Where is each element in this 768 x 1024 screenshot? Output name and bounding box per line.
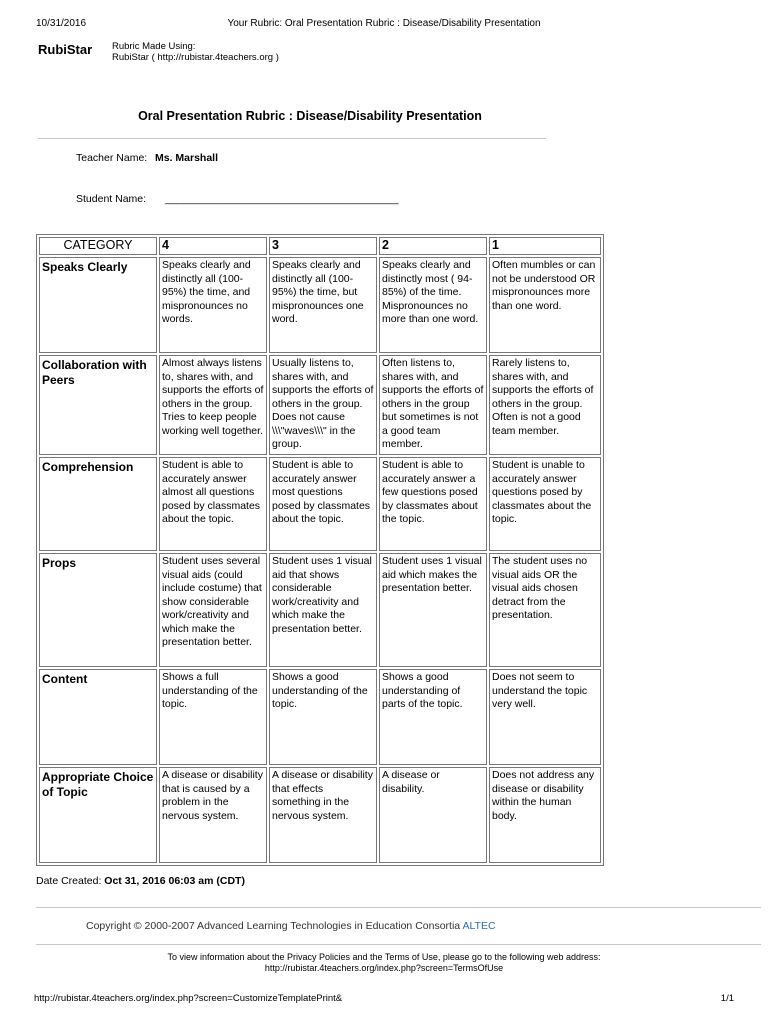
print-date: 10/31/2016 (36, 18, 87, 29)
made-using-note (112, 41, 279, 63)
teacher-name-label: Teacher Name: (76, 152, 148, 164)
table-row (39, 257, 601, 353)
rubric-table (36, 234, 604, 866)
rubric-cell: Student uses 1 visual aid which makes the presentation better. (379, 553, 487, 667)
table-row (39, 355, 601, 455)
table-row (39, 553, 601, 667)
page-number: 1/1 (720, 993, 734, 1004)
category-cell: Speaks Clearly (39, 257, 157, 353)
table-row (39, 457, 601, 551)
rubric-cell: The student uses no visual aids OR the visual aids chosen detract from the presentation. (489, 553, 601, 667)
rubric-cell: Rarely listens to, shares with, and supports the efforts of others in the group. Often is not a good team member. (489, 355, 601, 455)
header-score-1: 1 (489, 237, 601, 255)
category-cell: Content (39, 669, 157, 765)
header-score-4: 4 (159, 237, 267, 255)
header-category: CATEGORY (39, 237, 157, 255)
print-footer-url: http://rubistar.4teachers.org/index.php?screen=CustomizeTemplatePrint& (34, 993, 343, 1004)
date-created-label: Date Created: (36, 875, 102, 887)
rubistar-logo: RubiStar (38, 42, 93, 57)
privacy-notice (0, 952, 768, 974)
divider (38, 138, 546, 139)
student-name-label: Student Name: (76, 193, 147, 205)
print-header-title: Your Rubric: Oral Presentation Rubric : Disease/Disability Presentation (227, 18, 541, 29)
rubric-cell: Shows a full understanding of the topic. (159, 669, 267, 765)
altec-link[interactable]: ALTEC (462, 920, 496, 932)
copyright-notice (86, 920, 496, 932)
rubric-cell: Student is unable to accurately answer questions posed by classmates about the topic. (489, 457, 601, 551)
page-title: Oral Presentation Rubric : Disease/Disability Presentation (138, 109, 482, 123)
rubric-cell: Speaks clearly and distinctly most ( 94-85%) of the time. Mispronounces no more than one word. (379, 257, 487, 353)
rubric-cell: Speaks clearly and distinctly all (100-95%) the time, and mispronounces no words. (159, 257, 267, 353)
rubric-cell: Often mumbles or can not be understood OR mispronounces more than one word. (489, 257, 601, 353)
header-score-3: 3 (269, 237, 377, 255)
rubric-cell: Student is able to accurately answer a few questions posed by classmates about the topic. (379, 457, 487, 551)
teacher-name-value: Ms. Marshall (155, 152, 219, 164)
rubric-cell: Does not seem to understand the topic very well. (489, 669, 601, 765)
rubric-cell: Does not address any disease or disability within the human body. (489, 767, 601, 863)
copyright-text: Copyright © 2000-2007 Advanced Learning Technologies in Education Consortia (86, 920, 461, 932)
date-created-value: Oct 31, 2016 06:03 am (CDT) (104, 875, 245, 887)
rubric-cell: A disease or disability. (379, 767, 487, 863)
rubric-cell: Shows a good understanding of parts of the topic. (379, 669, 487, 765)
rubric-cell: Student is able to accurately answer almost all questions posed by classmates about the topic. (159, 457, 267, 551)
privacy-text: To view information about the Privacy Policies and the Terms of Use, please go to the following web address: (167, 952, 601, 962)
rubric-header-row (39, 237, 601, 255)
header-score-2: 2 (379, 237, 487, 255)
category-cell: Collaboration with Peers (39, 355, 157, 455)
rubric-cell: Student uses several visual aids (could include costume) that show considerable work/creativity and which make the presentation better. (159, 553, 267, 667)
table-row (39, 767, 601, 863)
divider (36, 944, 761, 945)
rubric-cell: A disease or disability that is caused by a problem in the nervous system. (159, 767, 267, 863)
made-using-link[interactable]: RubiStar ( http://rubistar.4teachers.org ) (112, 52, 279, 63)
rubric-cell: Student is able to accurately answer most questions posed by classmates about the topic. (269, 457, 377, 551)
divider (36, 907, 761, 908)
rubric-cell: Shows a good understanding of the topic. (269, 669, 377, 765)
rubric-cell: Speaks clearly and distinctly all (100-95%) the time, but mispronounces one word. (269, 257, 377, 353)
terms-of-use-link[interactable]: http://rubistar.4teachers.org/index.php?screen=TermsOfUse (264, 963, 504, 973)
category-cell: Props (39, 553, 157, 667)
made-using-label: Rubric Made Using: (112, 41, 196, 52)
date-created (36, 875, 245, 887)
category-cell: Appropriate Choice of Topic (39, 767, 157, 863)
rubric-cell: Often listens to, shares with, and supports the efforts of others in the group but sometimes is not a good team member. (379, 355, 487, 455)
rubric-cell: Usually listens to, shares with, and supports the efforts of others in the group. Does not cause \\\"waves\\\" in the group. (269, 355, 377, 455)
student-name-line: ________________________________________ (165, 193, 399, 205)
table-row (39, 669, 601, 765)
category-cell: Comprehension (39, 457, 157, 551)
rubric-cell: Student uses 1 visual aid that shows considerable work/creativity and which make the presentation better. (269, 553, 377, 667)
rubric-cell: A disease or disability that effects something in the nervous system. (269, 767, 377, 863)
rubric-cell: Almost always listens to, shares with, and supports the efforts of others in the group. Tries to keep people working well together. (159, 355, 267, 455)
